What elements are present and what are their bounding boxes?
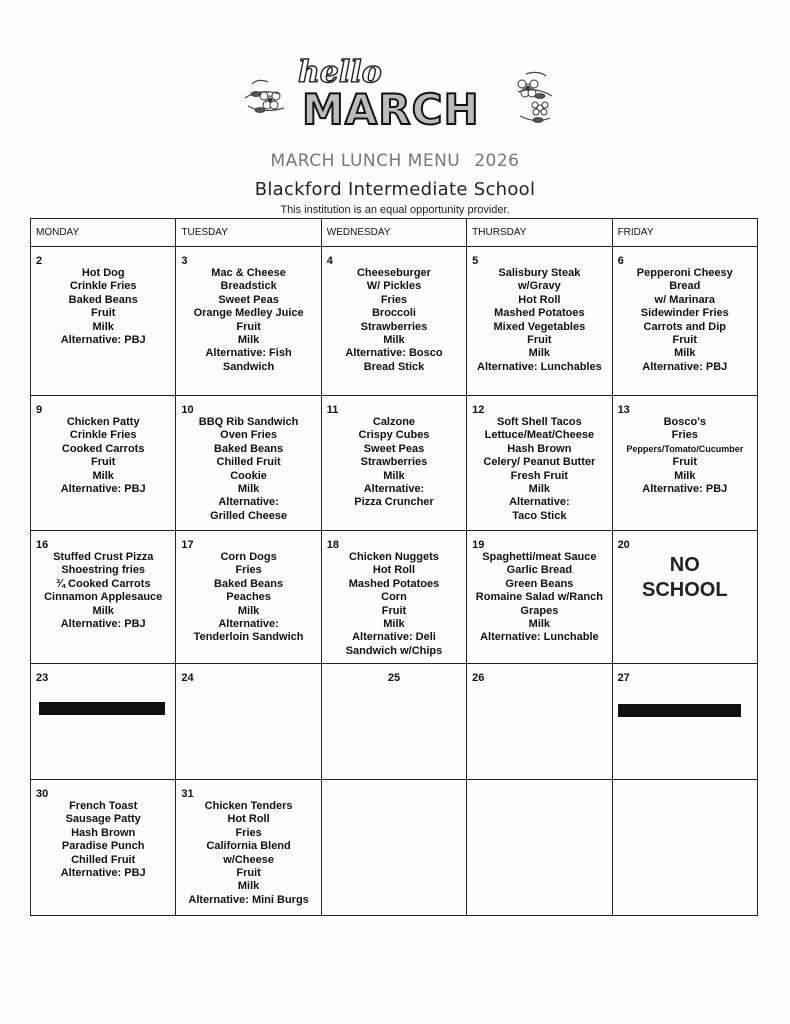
provider-note: This institution is an equal opportunity provider. [280, 204, 510, 216]
menu-item: California Blend [206, 840, 291, 853]
menu-item: Alternative: PBJ [60, 867, 146, 880]
menu-item: Milk [528, 347, 551, 360]
day-number: 17 [181, 539, 194, 551]
menu-item: Alternative: Bosco [345, 347, 443, 360]
menu-item: w/Gravy [517, 280, 561, 293]
day-number: 10 [181, 404, 194, 416]
day-number: 2 [36, 255, 43, 267]
menu-item: Crinkle Fries [69, 280, 137, 293]
menu-item: Fries [235, 826, 262, 839]
menu-items [322, 551, 466, 658]
redaction-bar [39, 702, 165, 715]
menu-item: Fries [235, 564, 262, 577]
menu-item: Milk [237, 604, 260, 617]
menu-item: Chilled Fruit [71, 853, 136, 866]
day-number: 16 [36, 539, 49, 551]
week-row [31, 664, 758, 780]
menu-item: Grilled Cheese [210, 509, 288, 522]
menu-items [31, 416, 175, 496]
hello-march-banner [240, 48, 556, 134]
day-number: 18 [326, 539, 340, 551]
header-friday: FRIDAY [612, 219, 757, 247]
menu-year: 2026 [474, 151, 520, 171]
menu-item: Calzone [372, 416, 416, 428]
menu-item: BBQ Rib Sandwich [198, 416, 299, 428]
week-row [31, 396, 758, 531]
menu-item: Milk [528, 618, 551, 631]
menu-item: Milk [383, 618, 405, 631]
day-number: 24 [181, 672, 194, 684]
day-number: 6 [617, 255, 624, 267]
notice-line: SCHOOL [642, 579, 728, 601]
menu-items [176, 551, 320, 645]
menu-item: Hot Roll [227, 813, 270, 826]
menu-item: Mashed Potatoes [494, 307, 585, 320]
day-cell [31, 247, 176, 396]
menu-items [613, 267, 757, 374]
menu-items [176, 267, 320, 374]
day-cell [467, 396, 612, 531]
menu-item: Hot Roll [372, 564, 416, 577]
menu-item: Pizza Cruncher [354, 496, 434, 509]
menu-item: Oven Fries [220, 429, 278, 442]
day-number: 31 [181, 788, 194, 800]
day-cell [321, 664, 466, 780]
menu-item: Milk [237, 483, 260, 496]
header-monday: MONDAY [31, 219, 176, 247]
menu-items [176, 416, 320, 523]
header-thursday: THURSDAY [467, 219, 612, 247]
menu-item: Hash Brown [507, 442, 572, 455]
menu-item: Strawberries [360, 320, 428, 333]
day-cell [612, 396, 757, 531]
menu-item: Baked Beans [68, 293, 138, 306]
menu-item: Peppers/Tomato/Cucumber [626, 443, 744, 454]
menu-item: Corn [381, 591, 407, 604]
menu-item: Cheeseburger [356, 267, 431, 279]
menu-item: Alternative: [363, 483, 425, 496]
menu-item: Alternative: PBJ [60, 618, 146, 631]
menu-item: Soft Shell Tacos [496, 416, 582, 428]
menu-item: Crispy Cubes [358, 429, 430, 442]
menu-item: Fruit [90, 456, 116, 469]
menu-item: Alternative: Deli [352, 631, 436, 644]
menu-item: Milk [92, 469, 114, 482]
day-cell [176, 780, 321, 916]
day-number: 25 [387, 672, 401, 684]
menu-item: Alternative: PBJ [642, 360, 728, 373]
day-number: 9 [36, 404, 43, 416]
menu-item: Orange Medley Juice [193, 307, 304, 320]
menu-items [467, 416, 611, 523]
menu-item: Milk [92, 604, 114, 617]
menu-item: Fruit [236, 867, 261, 880]
menu-item: Fruit [90, 307, 116, 320]
menu-item: Pepperoni Cheesy [636, 267, 733, 279]
menu-item: Green Beans [505, 577, 574, 590]
menu-item: Alternative: PBJ [60, 334, 146, 347]
menu-item: Sandwich [222, 360, 275, 373]
menu-item: Alternative: [509, 496, 570, 509]
menu-item: Hash Brown [71, 826, 136, 839]
school-name: Blackford Intermediate School [254, 179, 536, 200]
menu-item: Fruit [527, 334, 552, 347]
day-header-row [31, 219, 758, 247]
menu-item: Alternative: Lunchable [480, 631, 599, 644]
menu-item: Sweet Peas [218, 293, 279, 306]
menu-item: Strawberries [360, 456, 428, 469]
week-row [31, 531, 758, 664]
menu-item: Paradise Punch [61, 840, 145, 853]
menu-title-text: MARCH LUNCH MENU [270, 151, 461, 171]
day-cell [467, 531, 612, 664]
menu-item: Hot Roll [518, 293, 561, 306]
day-cell [176, 664, 321, 780]
menu-item: Bread [669, 280, 701, 293]
day-number: 11 [326, 404, 339, 416]
day-number: 5 [472, 255, 479, 267]
day-number: 20 [617, 539, 630, 551]
menu-item: Alternative: PBJ [60, 483, 146, 496]
menu-items [31, 551, 175, 631]
menu-item: Fries [671, 429, 698, 442]
empty-cell [467, 780, 612, 916]
menu-item: Mashed Potatoes [348, 577, 440, 590]
menu-item: Fresh Fruit [510, 469, 569, 482]
menu-item: French Toast [69, 800, 138, 812]
day-cell [176, 396, 321, 531]
menu-item: Sweet Peas [363, 442, 425, 455]
menu-item: Fries [380, 293, 408, 306]
menu-item: Milk [237, 334, 260, 347]
menu-item: w/Cheese [223, 853, 274, 866]
day-cell [321, 247, 466, 396]
menu-items [322, 267, 466, 374]
menu-item: Tenderloin Sandwich [193, 631, 304, 644]
banner-month-text: MARCH [302, 85, 480, 134]
day-cell [31, 664, 176, 780]
menu-item: Milk [674, 347, 696, 360]
day-cell [31, 396, 176, 531]
menu-item: Fruit [672, 456, 697, 469]
menu-item: Mixed Vegetables [493, 320, 586, 333]
day-cell [612, 531, 757, 664]
day-number: 13 [617, 404, 630, 416]
menu-item: Broccoli [371, 307, 416, 320]
empty-cell [612, 780, 757, 916]
menu-item: Alternative: Fish [205, 347, 292, 360]
menu-item: Cinnamon Applesauce [44, 591, 163, 604]
menu-item: Alternative: [218, 618, 279, 631]
day-number: 23 [36, 672, 49, 684]
day-cell [31, 531, 176, 664]
day-cell [467, 664, 612, 780]
menu-item: Mac & Cheese [211, 267, 286, 279]
day-number: 27 [617, 672, 630, 684]
menu-item: W/ Pickles [366, 280, 422, 293]
menu-item: Sidewinder Fries [640, 307, 729, 320]
menu-item: Carrots and Dip [643, 320, 727, 333]
menu-items [31, 800, 175, 880]
menu-item: Taco Stick [512, 509, 567, 522]
header-wednesday: WEDNESDAY [321, 219, 466, 247]
menu-item: Peaches [226, 591, 271, 604]
day-cell [467, 247, 612, 396]
menu-item: Grapes [520, 604, 559, 617]
menu-item: Alternative: Lunchables [477, 360, 602, 373]
week-row [31, 780, 758, 916]
menu-item: Shoestring fries [61, 564, 146, 577]
menu-item: Milk [383, 469, 405, 482]
menu-item: Alternative: Mini Burgs [188, 893, 309, 906]
menu-item: Romaine Salad w/Ranch [475, 591, 603, 604]
menu-item: Chilled Fruit [216, 456, 281, 469]
day-cell [321, 396, 466, 531]
menu-item: Milk [237, 880, 260, 893]
day-number: 26 [472, 672, 485, 684]
menu-item: Chicken Nuggets [349, 551, 439, 563]
menu-item: Cookie [230, 469, 267, 482]
day-cell [176, 531, 321, 664]
menu-item: Baked Beans [214, 442, 284, 455]
day-number: 19 [472, 539, 485, 551]
menu-item: Crinkle Fries [69, 429, 137, 442]
notice-line: NO [669, 554, 700, 576]
menu-items [176, 800, 320, 907]
day-cell [176, 247, 321, 396]
menu-item: Fruit [381, 604, 407, 617]
day-number: 4 [326, 255, 333, 267]
menu-item: Garlic Bread [506, 564, 573, 577]
day-cell [31, 780, 176, 916]
menu-item: Alternative: [218, 496, 279, 509]
day-cell [612, 247, 757, 396]
menu-item: Hot Dog [81, 267, 125, 279]
menu-item: Chicken Tenders [204, 800, 293, 812]
day-cell [612, 664, 757, 780]
menu-item: Milk [383, 334, 405, 347]
redaction-bar [618, 704, 741, 717]
day-number: 30 [36, 788, 49, 800]
week-row [31, 247, 758, 396]
menu-item: Spaghetti/meat Sauce [482, 551, 597, 563]
day-cell [321, 531, 466, 664]
menu-item: Corn Dogs [220, 551, 277, 563]
menu-items [467, 551, 611, 645]
menu-item: Lettuce/Meat/Cheese [484, 429, 595, 442]
menu-items [322, 416, 466, 510]
menu-items [467, 267, 611, 374]
menu-item: Chicken Patty [66, 416, 140, 428]
menu-item: Sandwich w/Chips [345, 644, 443, 657]
menu-items [613, 416, 757, 496]
menu-item: Fruit [236, 320, 261, 333]
menu-item: Milk [674, 469, 696, 482]
menu-title [0, 151, 790, 171]
menu-item: Fruit [672, 334, 697, 347]
empty-cell [321, 780, 466, 916]
menu-item: ¾ Cooked Carrots [55, 577, 151, 590]
menu-item: Bread Stick [363, 360, 425, 373]
menu-item: Alternative: PBJ [642, 483, 728, 496]
banner-hello-text: hello [298, 55, 382, 90]
menu-items [31, 267, 175, 347]
menu-item: Milk [92, 320, 114, 333]
day-number: 3 [181, 255, 188, 267]
day-number: 12 [472, 404, 485, 416]
no-school-notice [613, 553, 757, 603]
menu-item: Milk [528, 483, 551, 496]
menu-item: Bosco's [663, 416, 706, 428]
menu-item: Baked Beans [214, 577, 284, 590]
menu-item: Sausage Patty [65, 813, 141, 826]
lunch-calendar [30, 218, 758, 916]
menu-item: w/ Marinara [654, 293, 716, 306]
menu-item: Stuffed Crust Pizza [53, 551, 154, 563]
menu-item: Breadstick [220, 280, 277, 293]
menu-item: Salisbury Steak [498, 267, 581, 279]
menu-item: Cooked Carrots [61, 442, 145, 455]
header-tuesday: TUESDAY [176, 219, 321, 247]
menu-item: Celery/ Peanut Butter [483, 456, 596, 469]
